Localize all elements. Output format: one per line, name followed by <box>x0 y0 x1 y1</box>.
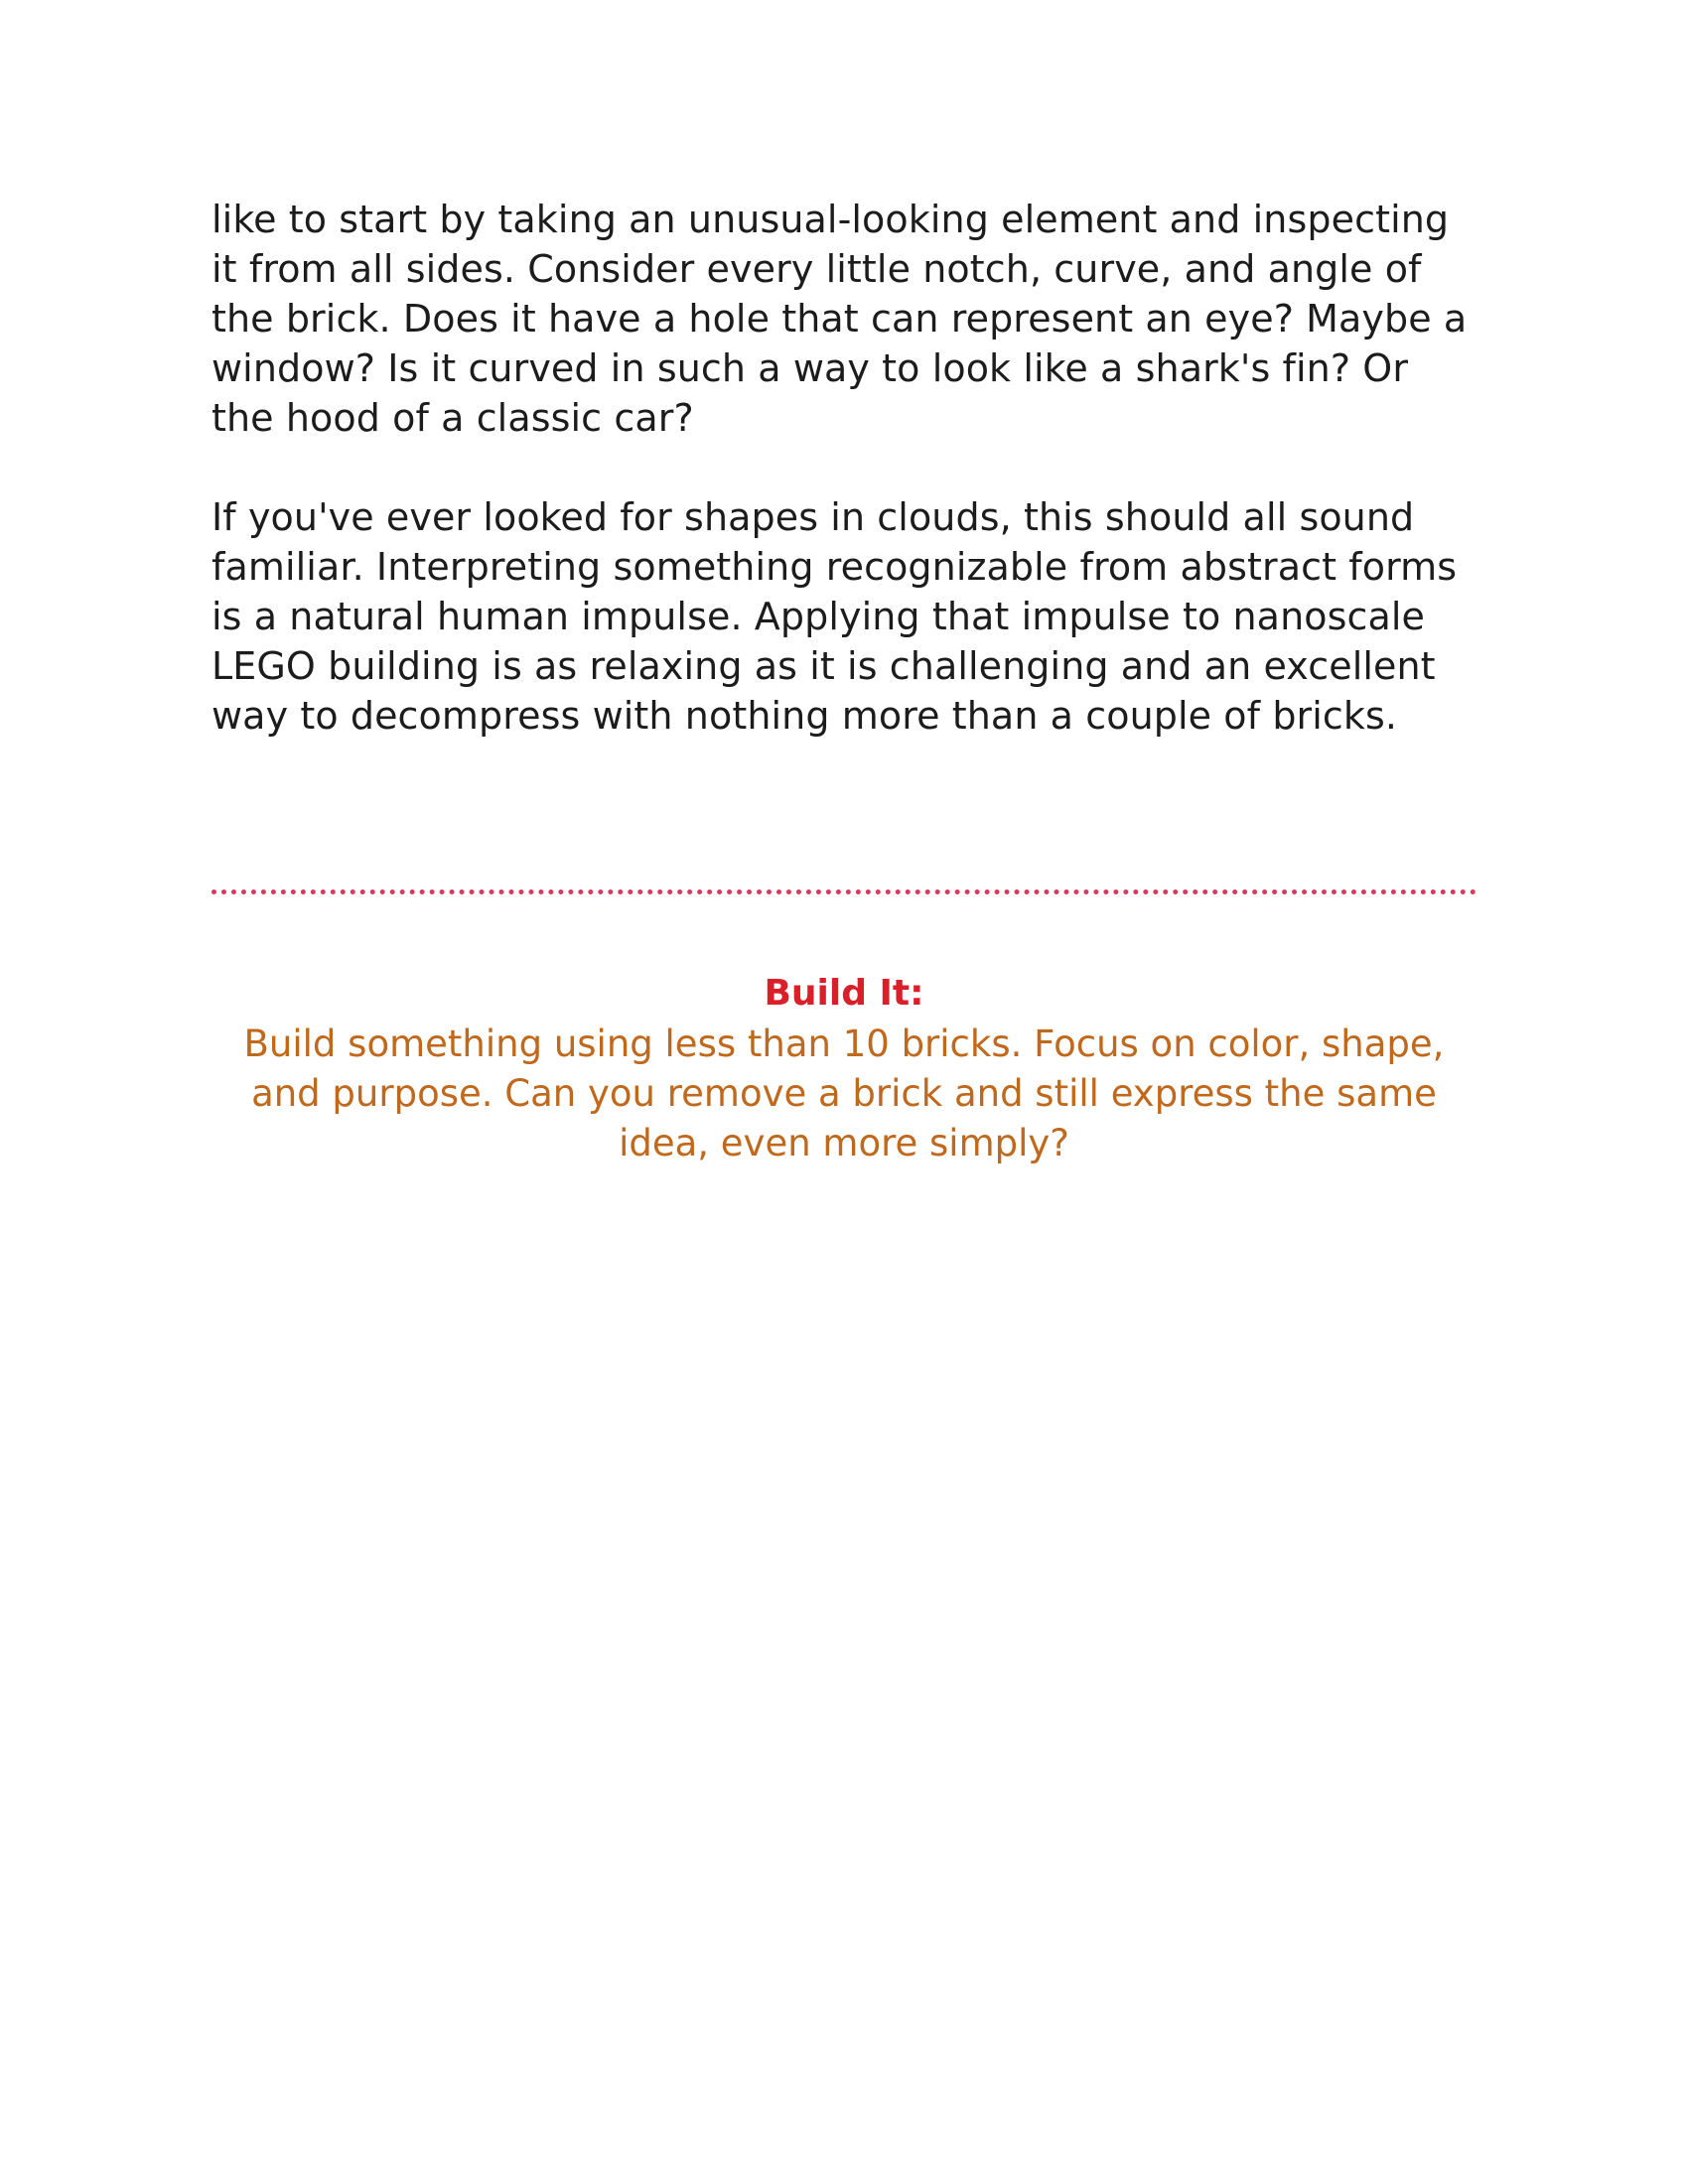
build-it-text: Build something using less than 10 bricks. Focus on color, shape, and purpose. Can you remove a brick and still express the same idea, even more simply? <box>243 1023 1445 1164</box>
build-it-title: Build It: <box>764 973 924 1014</box>
dotted-divider <box>211 889 1477 894</box>
body-paragraph-2: If you've ever looked for shapes in clouds, this should all sound familiar. Interpreting something recognizable from abstract forms is a natural human impulse. Applying that impulse to nanoscale LEGO building is as relaxing as it is challenging and an excellent way to decompress with nothing more than a couple of bricks. <box>211 495 1458 738</box>
build-it-callout <box>211 968 1477 1168</box>
main-text-column <box>211 195 1477 790</box>
body-paragraph-1: like to start by taking an unusual-looking element and inspecting it from all sides. Consider every little notch, curve, and angle of the brick. Does it have a hole that can represent an eye? Maybe a window? Is it curved in such a way to look like a shark's fin? Or the hood of a classic car? <box>211 198 1468 440</box>
